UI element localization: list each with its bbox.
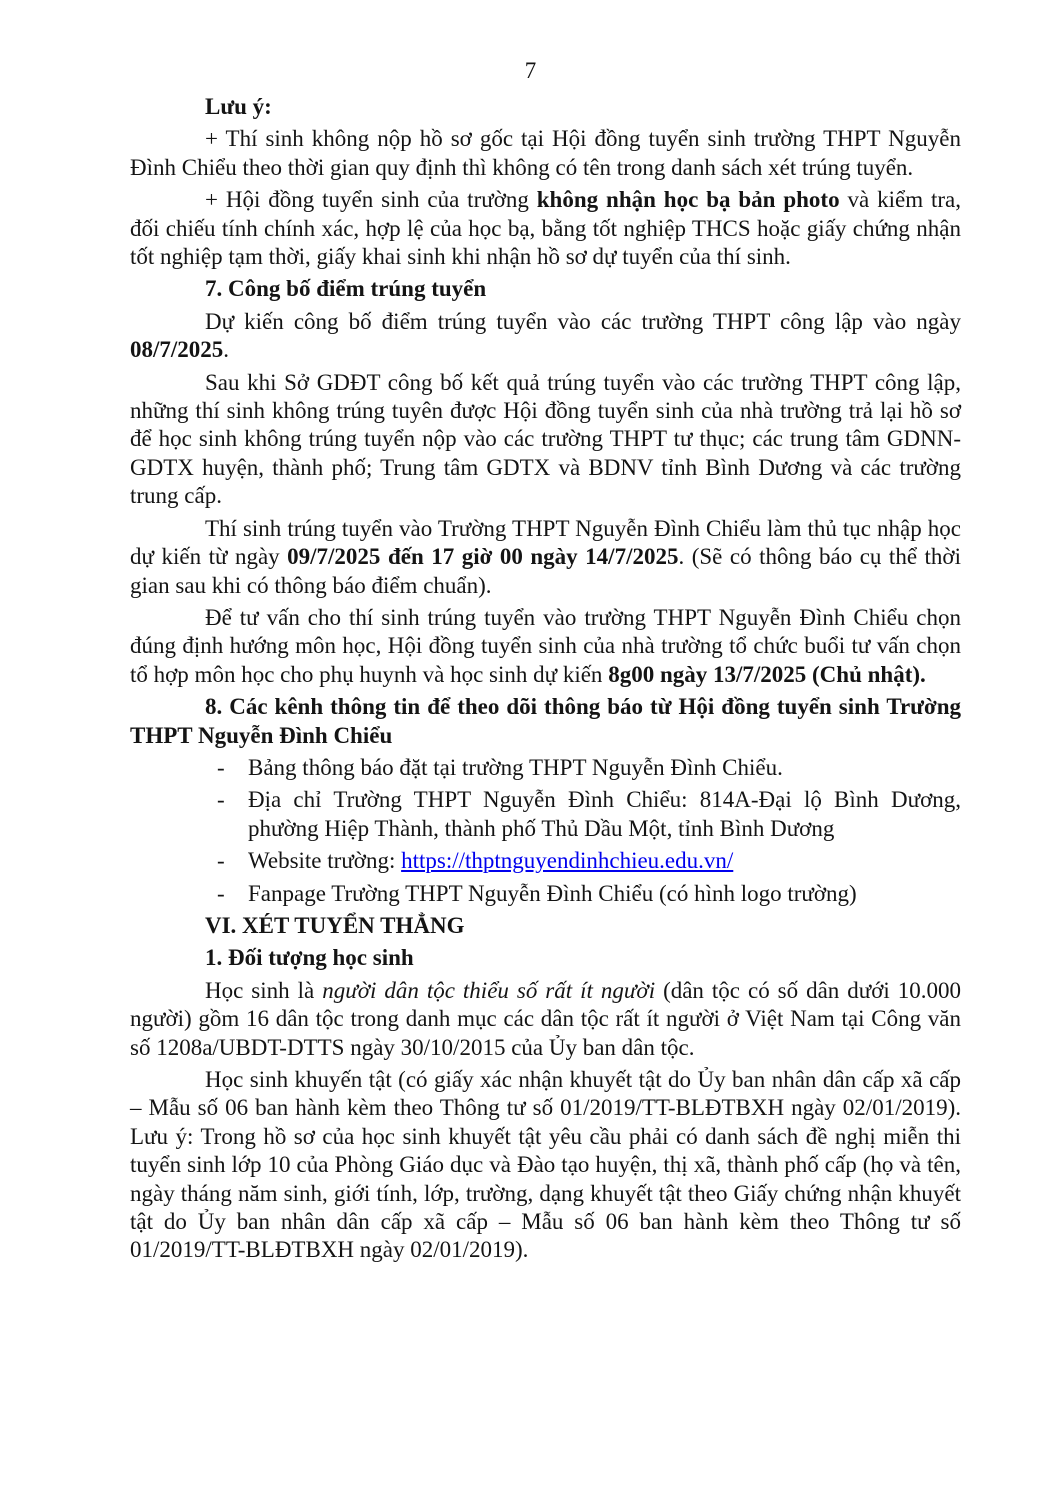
text-run-bold: không nhận học bạ bản photo (536, 187, 840, 213)
text-run: Để tư vấn cho thí sinh trúng tuyển vào trường THPT Nguyễn Đình Chiểu chọn đúng định hướng môn học, Hội đồng tuyển sinh của nhà trường tổ chức buổi tư vấn chọn tổ hợp môn học cho phụ huynh và học sinh dự kiến (130, 604, 961, 687)
text-run: Học sinh là (205, 977, 323, 1003)
list-item (130, 847, 961, 875)
section-7-paragraph-announce-date (130, 308, 961, 365)
section-7-heading: 7. Công bố điểm trúng tuyển (205, 276, 487, 302)
text-run: Website trường: (248, 848, 402, 874)
section-7-paragraph-enrollment-period (130, 515, 961, 600)
bullet-text (248, 847, 961, 875)
section-vi-paragraph-ethnic-minority (130, 977, 961, 1062)
text-run-bold: 09/7/2025 đến 17 giờ 00 ngày 14/7/2025 (287, 544, 679, 570)
note-item-2 (130, 186, 961, 271)
list-item (130, 880, 961, 908)
bullet-dash: - (217, 754, 225, 780)
section-vi-sub1-heading: 1. Đối tượng học sinh (205, 945, 414, 971)
section-7-paragraph-return-dossier: Sau khi Sở GDĐT công bố kết quả trúng tuyển vào các trường THPT công lập, những thí sinh không trúng tuyên được Hội đồng tuyển sinh của nhà trường trả lại hồ sơ để học sinh không trúng tuyển nộp vào các trường THPT tư thục; các trung tâm GDNN-GDTX huyện, thành phố; Trung tâm GDTX và BDNV tỉnh Bình Dương và các trường trung cấp. (130, 369, 961, 509)
text-run: và kiểm tra, đối chiếu tính chính xác, hợp lệ của học bạ, bằng tốt nghiệp THCS hoặc giấy chứng nhận tốt nghiệp tạm thời, giấy khai sinh khi nhận hồ sơ dự tuyển của thí sinh. (130, 187, 961, 270)
text-run: Dự kiến công bố điểm trúng tuyển vào các trường THPT công lập vào ngày (205, 308, 961, 334)
bullet-dash: - (217, 880, 225, 906)
text-run: + Hội đồng tuyển sinh của trường (205, 187, 537, 213)
school-website-link[interactable]: https://thptnguyendinhchieu.edu.vn/ (401, 848, 734, 874)
text-run-bold: 8g00 ngày 13/7/2025 (Chủ nhật). (608, 661, 926, 687)
bullet-text: Địa chỉ Trường THPT Nguyễn Đình Chiểu: 814A-Đại lộ Bình Dương, phường Hiệp Thành, thành phố Thủ Dầu Một, tỉnh Bình Dương (248, 787, 961, 841)
text-run: (dân tộc có số dân dưới 10.000 người) gồm 16 dân tộc trong danh mục các dân tộc rất ít người ở Việt Nam tại Công văn số 1208a/UBDT-DTTS ngày 30/10/2015 của Ủy ban dân tộc. (130, 977, 962, 1060)
list-item (130, 754, 961, 782)
bullet-dash: - (217, 848, 225, 874)
text-run: Thí sinh trúng tuyển vào Trường THPT Nguyễn Đình Chiểu làm thủ tục nhập học dự kiến từ ngày (130, 515, 961, 570)
section-vi-paragraph-disability: Học sinh khuyến tật (có giấy xác nhận khuyết tật do Ủy ban nhân dân cấp xã cấp – Mẫu số 06 ban hành kèm theo Thông tư số 01/2019/TT-BLĐTBXH ngày 02/01/2019). Lưu ý: Trong hồ sơ của học sinh khuyết tật yêu cầu phải có danh sách đề nghị miễn thi tuyển sinh lớp 10 của Phòng Giáo dục và Đào tạo huyện, thị xã, thành phố cấp (họ và tên, ngày tháng năm sinh, giới tính, lớp, trường, dạng khuyết tật theo Giấy chứng nhận khuyết tật do Ủy ban nhân dân cấp xã cấp – Mẫu số 06 ban hành kèm theo Thông tư số 01/2019/TT-BLĐTBXH ngày 02/01/2019). (130, 1067, 961, 1263)
note-item-1: + Thí sinh không nộp hồ sơ gốc tại Hội đồng tuyển sinh trường THPT Nguyễn Đình Chiểu theo thời gian quy định thì không có tên trong danh sách xét trúng tuyển. (130, 126, 961, 180)
page-number: 7 (524, 58, 537, 83)
section-8-heading: 8. Các kênh thông tin để theo dõi thông báo từ Hội đồng tuyển sinh Trường THPT Nguyễn Đình Chiểu (130, 694, 961, 748)
document-body (130, 93, 961, 1269)
text-run-italic: người dân tộc thiểu số rất ít người (322, 977, 656, 1003)
list-item (130, 786, 961, 843)
section-7-paragraph-counseling (130, 604, 961, 689)
text-run: . (Sẽ có thông báo cụ thể thời gian sau khi có thông báo điểm chuẩn). (130, 544, 961, 598)
bullet-text: Bảng thông báo đặt tại trường THPT Nguyễn Đình Chiểu. (248, 754, 783, 780)
note-heading: Lưu ý: (205, 94, 272, 119)
section-vi-heading: VI. XÉT TUYỂN THẲNG (205, 912, 465, 938)
bullet-text: Fanpage Trường THPT Nguyễn Đình Chiểu (có hình logo trường) (248, 880, 857, 906)
text-run: . (223, 337, 230, 363)
text-run-bold: 08/7/2025 (130, 337, 224, 363)
bullet-dash: - (217, 787, 225, 813)
